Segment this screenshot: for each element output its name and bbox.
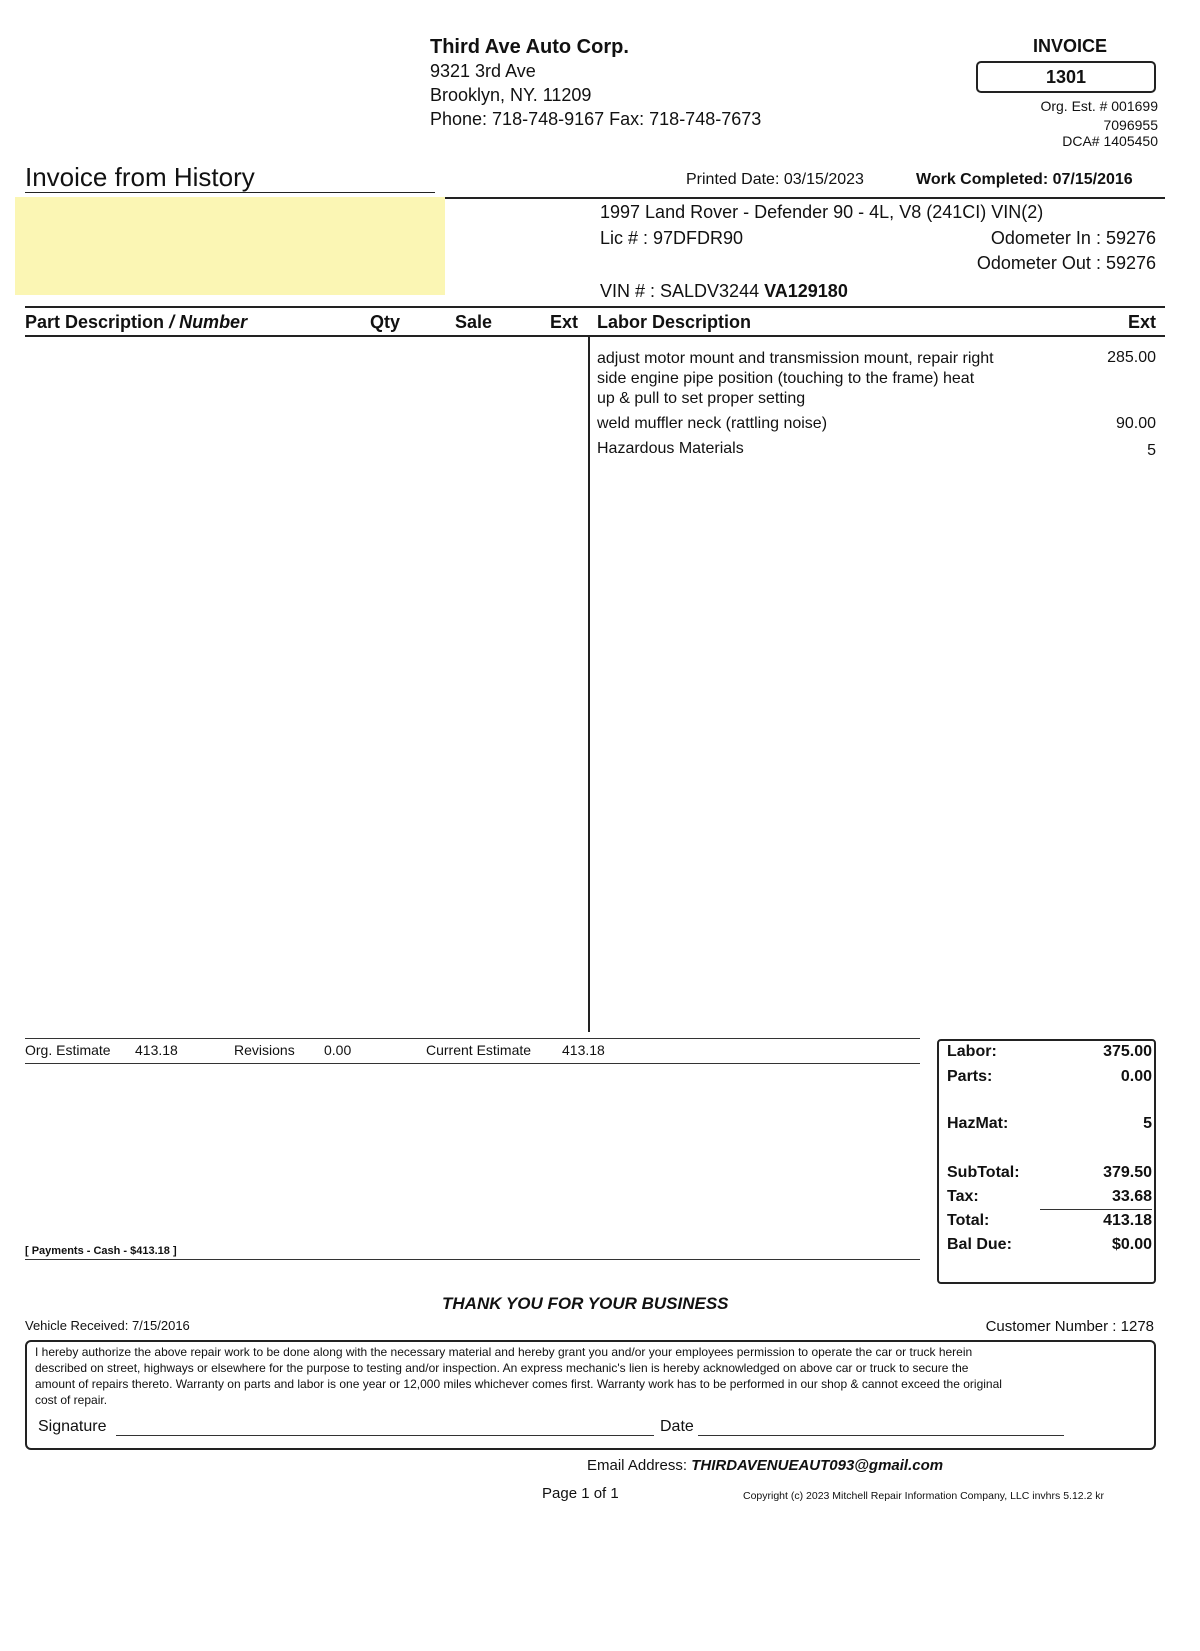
odometer-in: Odometer In : 59276 — [990, 228, 1156, 248]
labor-item-amount: 285.00 — [1107, 349, 1156, 366]
labor-total-label: Labor: — [947, 1043, 997, 1060]
column-part-description — [25, 312, 247, 333]
date-label: Date — [660, 1418, 694, 1435]
parts-total-label: Parts: — [947, 1068, 993, 1085]
authorization-line: amount of repairs thereto. Warranty on parts and labor is one year or 12,000 miles whichever comes first. Warranty work has to be performed in our shop & cannot exceed the original — [35, 1377, 1002, 1391]
invoice-title: INVOICE — [1032, 36, 1107, 56]
org-est-number: Org. Est. # 001699 — [1040, 98, 1158, 114]
email-line — [587, 1457, 943, 1474]
current-estimate-value: 413.18 — [562, 1042, 605, 1058]
customer-number: Customer Number : 1278 — [985, 1318, 1154, 1335]
tax-value: 33.68 — [1111, 1188, 1152, 1205]
tax-label: Tax: — [947, 1188, 979, 1205]
labor-item — [597, 349, 994, 409]
column-labor-description: Labor Description — [597, 312, 752, 332]
vehicle-received: Vehicle Received: 7/15/2016 — [25, 1318, 190, 1333]
page-number: Page 1 of 1 — [542, 1485, 619, 1502]
balance-due-label: Bal Due: — [947, 1236, 1012, 1253]
work-completed: Work Completed: 07/15/2016 — [916, 171, 1133, 188]
labor-item-amount: 5 — [1147, 442, 1156, 459]
authorization-text — [35, 1344, 1002, 1408]
signature-line[interactable] — [116, 1435, 654, 1436]
table-header-rule — [25, 335, 1165, 337]
labor-item-desc-line: adjust motor mount and transmission mount, repair right — [597, 350, 994, 367]
total-rule — [1040, 1209, 1152, 1210]
column-separator — [588, 336, 590, 1032]
date-line[interactable] — [698, 1435, 1064, 1436]
authorization-line: cost of repair. — [35, 1393, 108, 1407]
payments-rule — [25, 1259, 920, 1260]
table-top-rule — [25, 306, 1165, 308]
payments-line: [ Payments - Cash - $413.18 ] — [25, 1245, 177, 1257]
license-number: Lic # : 97DFDR90 — [600, 228, 744, 248]
header-divider — [435, 197, 1165, 199]
reference-number: 7096955 — [1103, 117, 1158, 133]
hazmat-value: 5 — [1143, 1115, 1152, 1132]
labor-item-amount: 90.00 — [1115, 415, 1156, 432]
vehicle-description: 1997 Land Rover - Defender 90 - 4L, V8 (241CI) VIN(2) — [600, 202, 1044, 222]
part-description-label: Part Description — [25, 312, 165, 332]
company-address-line2: Brooklyn, NY. 11209 — [430, 85, 592, 105]
redacted-customer-info — [15, 197, 445, 295]
total-value: 413.18 — [1103, 1212, 1152, 1229]
thank-you-message: THANK YOU FOR YOUR BUSINESS — [442, 1294, 729, 1313]
current-estimate-label: Current Estimate — [426, 1042, 532, 1058]
labor-item-desc-line: up & pull to set proper setting — [597, 390, 806, 407]
balance-due-value: $0.00 — [1111, 1236, 1152, 1253]
org-estimate-value: 413.18 — [135, 1042, 178, 1058]
title-underline — [25, 192, 435, 193]
labor-item-desc-line: weld muffler neck (rattling noise) — [597, 415, 828, 432]
signature-label: Signature — [38, 1418, 107, 1435]
odometer-out: Odometer Out : 59276 — [976, 253, 1156, 273]
revisions-value: 0.00 — [324, 1042, 352, 1058]
column-sale: Sale — [455, 312, 493, 332]
parts-total-value: 0.00 — [1120, 1068, 1152, 1085]
email-label: Email Address: — [587, 1457, 692, 1474]
email-address: THIRDAVENUEAUT093@gmail.com — [691, 1457, 944, 1474]
subtotal-label: SubTotal: — [947, 1164, 1020, 1181]
labor-item-desc-line: side engine pipe position (touching to the frame) heat — [597, 370, 975, 387]
dca-number: DCA# 1405450 — [1062, 133, 1158, 149]
company-phone-fax: Phone: 718-748-9167 Fax: 718-748-7673 — [430, 109, 762, 129]
number-label: / Number — [169, 312, 248, 332]
vin-suffix: VA129180 — [764, 281, 848, 301]
org-estimate-label: Org. Estimate — [25, 1042, 111, 1058]
invoice-number: 1301 — [976, 61, 1156, 93]
printed-date: Printed Date: 03/15/2023 — [686, 171, 864, 188]
total-label: Total: — [947, 1212, 990, 1229]
estimate-bottom-rule — [25, 1063, 920, 1064]
hazmat-label: HazMat: — [947, 1115, 1009, 1132]
column-qty: Qty — [370, 312, 401, 332]
authorization-line: I hereby authorize the above repair work to be done along with the necessary material and hereby grant you and/or your employees permission to operate the car or truck herein — [35, 1345, 973, 1359]
authorization-line: described on street, highways or elsewhere for the purpose to testing and/or inspection. An express mechanic's lien is hereby acknowledged on above car or truck to secure the — [35, 1361, 969, 1375]
subtotal-value: 379.50 — [1103, 1164, 1152, 1181]
column-ext: Ext — [550, 312, 579, 332]
column-labor-ext: Ext — [1127, 312, 1156, 332]
vin-number — [600, 281, 848, 302]
vin-prefix: VIN # : SALDV3244 — [600, 281, 765, 301]
page-title: Invoice from History — [25, 162, 255, 192]
company-name: Third Ave Auto Corp. — [430, 36, 629, 58]
copyright: Copyright (c) 2023 Mitchell Repair Information Company, LLC invhrs 5.12.2 kr — [743, 1490, 1105, 1502]
labor-item-desc-line: Hazardous Materials — [597, 440, 744, 457]
revisions-label: Revisions — [234, 1042, 295, 1058]
estimate-top-rule — [25, 1038, 920, 1039]
company-address-line1: 9321 3rd Ave — [430, 61, 536, 81]
labor-total-value: 375.00 — [1103, 1043, 1152, 1060]
